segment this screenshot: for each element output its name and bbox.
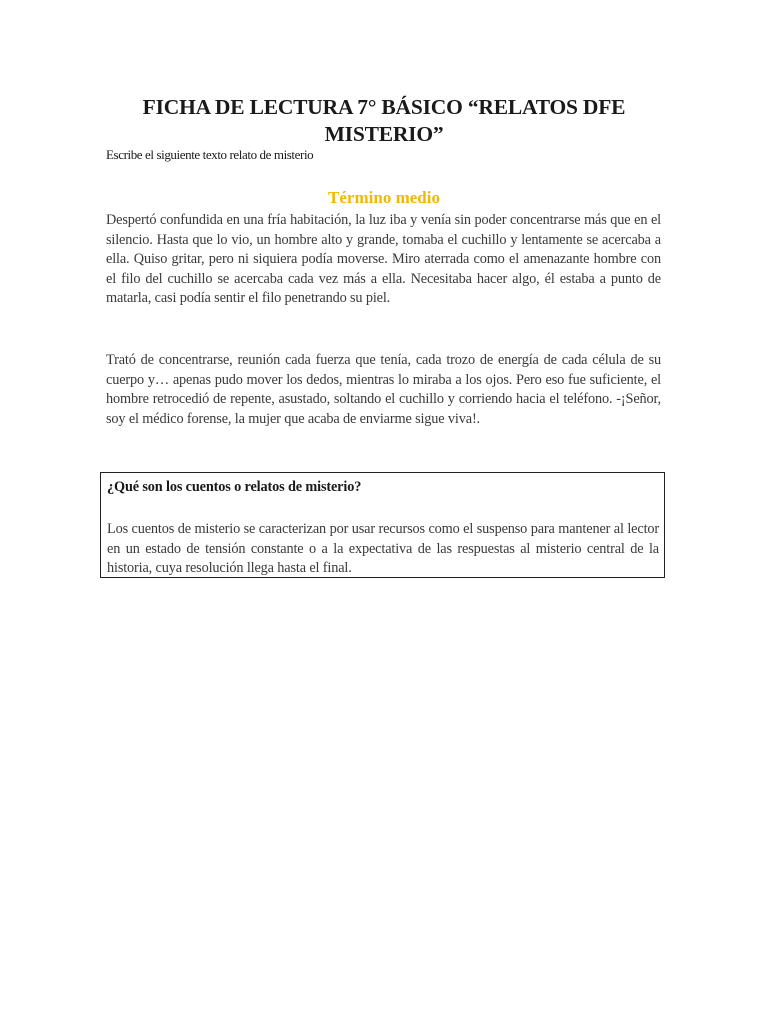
info-box-question: ¿Qué son los cuentos o relatos de misterio? (107, 479, 362, 495)
story-paragraph-1: Despertó confundida en una fría habitación, la luz iba y venía sin poder concentrarse más que en el silencio. Hasta que lo vio, un hombre alto y grande, tomaba el cuchillo y lentamente se acercaba a ella. Quiso gritar, pero ni siquiera podía moverse. Miro aterrada como el amenazante hombre con el filo del cuchillo se acercaba cada vez más a ella. Necesitaba hacer algo, él estaba a punto de matarla, casi podía sentir el filo penetrando su piel. (106, 212, 661, 306)
story-paragraph-2: Trató de concentrarse, reunión cada fuerza que tenía, cada trozo de energía de cada célula de su cuerpo y… apenas pudo mover los dedos, mientras lo miraba a los ojos. Pero eso fue suficiente, el hombre retrocedió de repente, asustado, soltando el cuchillo y corriendo hacia el teléfono. -¡Señor, soy el médico forense, la mujer que acaba de enviarme sigue viva!. (106, 352, 661, 427)
story-heading: Término medio (328, 188, 440, 207)
info-box (100, 472, 665, 578)
document-title: FICHA DE LECTURA 7° BÁSICO “RELATOS DFE MISTERIO” (142, 95, 626, 146)
info-box-answer: Los cuentos de misterio se caracterizan por usar recursos como el suspenso para mantener al lector en un estado de tensión constante o a la expectativa de las respuestas al misterio central de la historia, cuya resolución llega hasta el final. (107, 521, 659, 576)
instruction-text: Escribe el siguiente texto relato de misterio (106, 147, 314, 162)
